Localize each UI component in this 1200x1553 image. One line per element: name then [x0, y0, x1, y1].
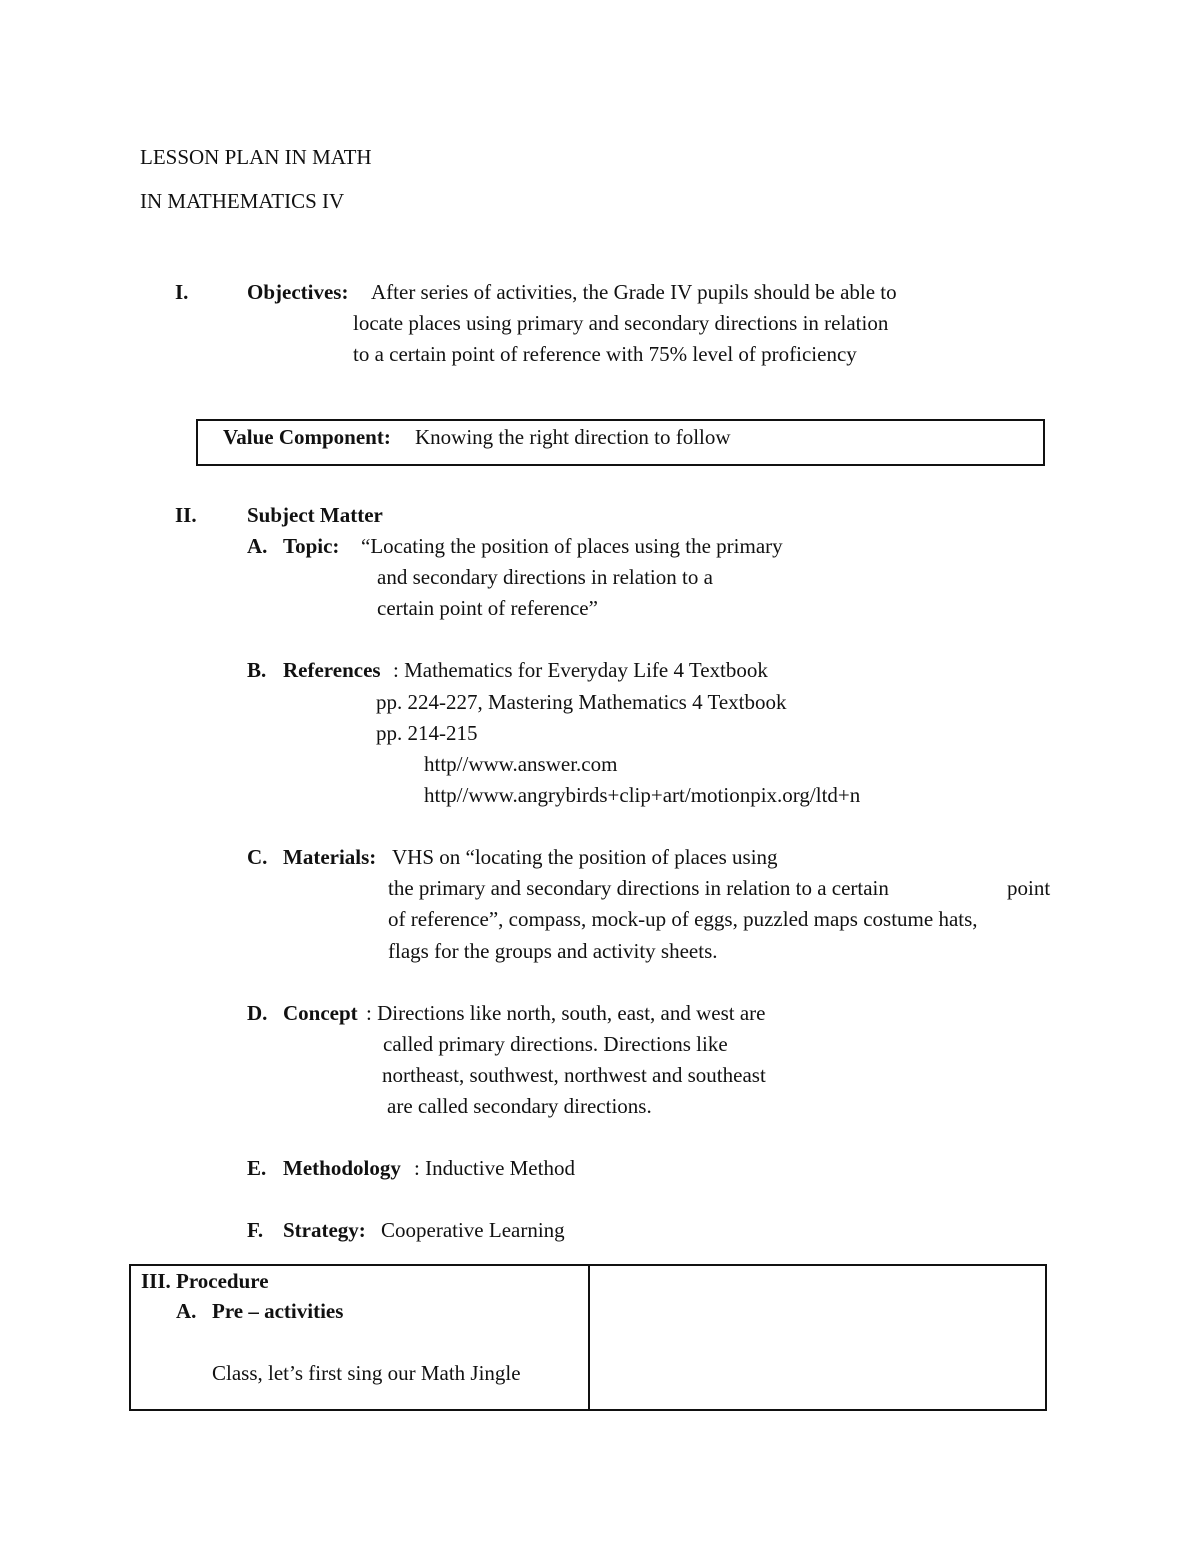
- concept-letter: D.: [247, 1001, 268, 1025]
- materials-letter: C.: [247, 845, 268, 869]
- references-line: : Mathematics for Everyday Life 4 Textbook: [393, 658, 768, 682]
- concept-line: northeast, southwest, northwest and southeast: [382, 1063, 766, 1087]
- table-divider: [588, 1266, 590, 1409]
- methodology-text: : Inductive Method: [414, 1156, 575, 1180]
- references-line: pp. 224-227, Mastering Mathematics 4 Textbook: [376, 690, 787, 714]
- subject-matter-heading: Subject Matter: [247, 503, 383, 527]
- document-subtitle: IN MATHEMATICS IV: [140, 189, 345, 213]
- materials-line: VHS on “locating the position of places using: [392, 845, 778, 869]
- section-numeral-subject-matter: II.: [175, 503, 197, 527]
- value-component-label: Value Component:: [223, 425, 391, 449]
- topic-line: and secondary directions in relation to a: [377, 565, 713, 589]
- objectives-line: After series of activities, the Grade IV pupils should be able to: [371, 280, 897, 304]
- methodology-label: Methodology: [283, 1156, 401, 1180]
- concept-line: called primary directions. Directions like: [383, 1032, 728, 1056]
- materials-line: of reference”, compass, mock-up of eggs, puzzled maps costume hats,: [388, 907, 978, 931]
- materials-label: Materials:: [283, 845, 377, 869]
- strategy-letter: F.: [247, 1218, 264, 1242]
- topic-label: Topic:: [283, 534, 340, 558]
- procedure-heading: III. Procedure: [141, 1269, 269, 1293]
- topic-line: certain point of reference”: [377, 596, 598, 620]
- procedure-sub-label: Pre – activities: [212, 1299, 344, 1323]
- section-numeral-objectives: I.: [175, 280, 189, 304]
- reference-url: http//www.angrybirds+clip+art/motionpix.org/ltd+n: [424, 783, 861, 807]
- concept-line: : Directions like north, south, east, and west are: [366, 1001, 766, 1025]
- methodology-letter: E.: [247, 1156, 267, 1180]
- document-title: LESSON PLAN IN MATH: [140, 145, 372, 169]
- procedure-sub-letter: A.: [176, 1299, 197, 1323]
- reference-url: http//www.answer.com: [424, 752, 618, 776]
- references-label: References: [283, 658, 381, 682]
- topic-letter: A.: [247, 534, 268, 558]
- concept-line: are called secondary directions.: [387, 1094, 652, 1118]
- topic-line: “Locating the position of places using the primary: [361, 534, 783, 558]
- objectives-label: Objectives:: [247, 280, 349, 304]
- references-line: pp. 214-215: [376, 721, 478, 745]
- strategy-label: Strategy:: [283, 1218, 366, 1242]
- procedure-text: Class, let’s first sing our Math Jingle: [212, 1361, 521, 1385]
- references-letter: B.: [247, 658, 267, 682]
- objectives-line: locate places using primary and secondary directions in relation: [353, 311, 889, 335]
- materials-line: flags for the groups and activity sheets.: [388, 939, 718, 963]
- value-component-text: Knowing the right direction to follow: [415, 425, 731, 449]
- strategy-text: Cooperative Learning: [381, 1218, 565, 1242]
- materials-line: the primary and secondary directions in relation to a certain: [388, 876, 889, 900]
- concept-label: Concept: [283, 1001, 358, 1025]
- materials-line: point: [1007, 876, 1051, 900]
- objectives-line: to a certain point of reference with 75% level of proficiency: [353, 342, 857, 366]
